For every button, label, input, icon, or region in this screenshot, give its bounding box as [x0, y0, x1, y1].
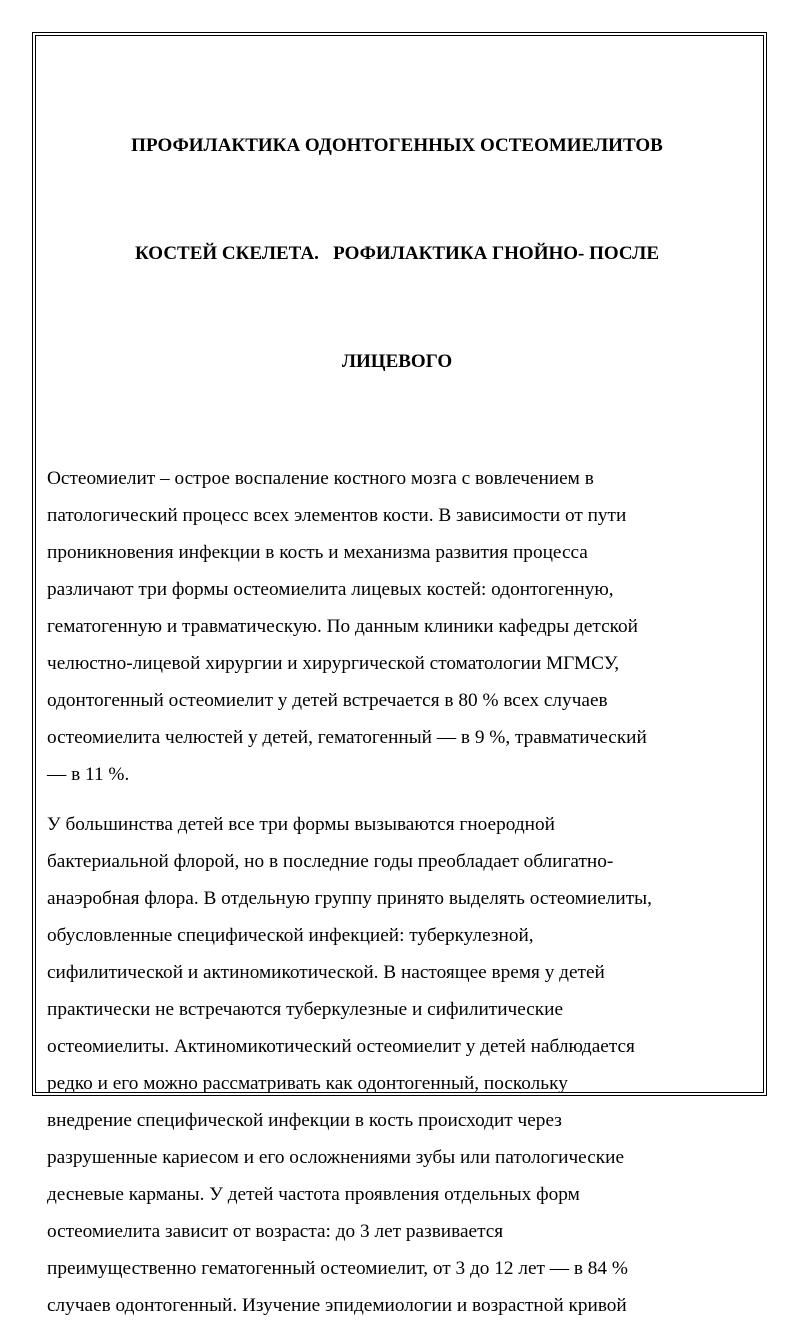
text-line: практически не встречаются туберкулезные и сифилитические: [47, 999, 564, 1020]
text-line: случаев одонтогенный. Изучение эпидемиологии и возрастной кривой: [47, 1295, 627, 1316]
text-line: челюстно-лицевой хирургии и хирургической стоматологии МГМСУ,: [47, 653, 620, 674]
document-body: [47, 56, 747, 1337]
text-line: различают три формы остеомиелита лицевых костей: одонтогенную,: [47, 579, 614, 600]
title-line: ПРОФИЛАКТИКА ОДОНТОГЕННЫХ ОСТЕОМИЕЛИТОВ: [131, 135, 663, 156]
text-line: Остеомиелит – острое воспаление костного мозга с вовлечением в: [47, 468, 594, 489]
text-line: — в 11 %.: [47, 764, 130, 785]
text-line: одонтогенный остеомиелит у детей встречается в 80 % всех случаев: [47, 690, 608, 711]
text-line: анаэробная флора. В отдельную группу принято выделять остеомиелиты,: [47, 888, 652, 909]
paragraph-2: [47, 806, 747, 1324]
text-line: десневые карманы. У детей частота проявления отдельных форм: [47, 1184, 580, 1205]
text-line: гематогенную и травматическую. По данным клиники кафедры детской: [47, 616, 638, 637]
document-title: [47, 56, 747, 452]
text-line: патологический процесс всех элементов кости. В зависимости от пути: [47, 505, 627, 526]
text-line: обусловленные специфической инфекцией: туберкулезной,: [47, 925, 534, 946]
title-line: ЛИЦЕВОГО: [341, 351, 453, 372]
text-line: внедрение специфической инфекции в кость происходит через: [47, 1110, 562, 1131]
text-line: У большинства детей все три формы вызываются гноеродной: [47, 814, 555, 835]
paragraph-1: [47, 460, 747, 793]
text-line: преимущественно гематогенный остеомиелит, от 3 до 12 лет — в 84 %: [47, 1258, 628, 1279]
text-line: остеомиелита зависит от возраста: до 3 лет развивается: [47, 1221, 504, 1242]
text-line: редко и его можно рассматривать как одонтогенный, поскольку: [47, 1073, 568, 1094]
text-line: проникновения инфекции в кость и механизма развития процесса: [47, 542, 588, 563]
title-line: КОСТЕЙ СКЕЛЕТА. РОФИЛАКТИКА ГНОЙНО- ПОСЛЕ: [135, 243, 659, 264]
text-line: остеомиелита челюстей у детей, гематогенный — в 9 %, травматический: [47, 727, 647, 748]
text-line: разрушенные кариесом и его осложнениями зубы или патологические: [47, 1147, 625, 1168]
text-line: бактериальной флорой, но в последние годы преобладает облигатно-: [47, 851, 614, 872]
text-line: сифилитической и актиномикотической. В настоящее время у детей: [47, 962, 605, 983]
text-line: остеомиелиты. Актиномикотический остеомиелит у детей наблюдается: [47, 1036, 635, 1057]
